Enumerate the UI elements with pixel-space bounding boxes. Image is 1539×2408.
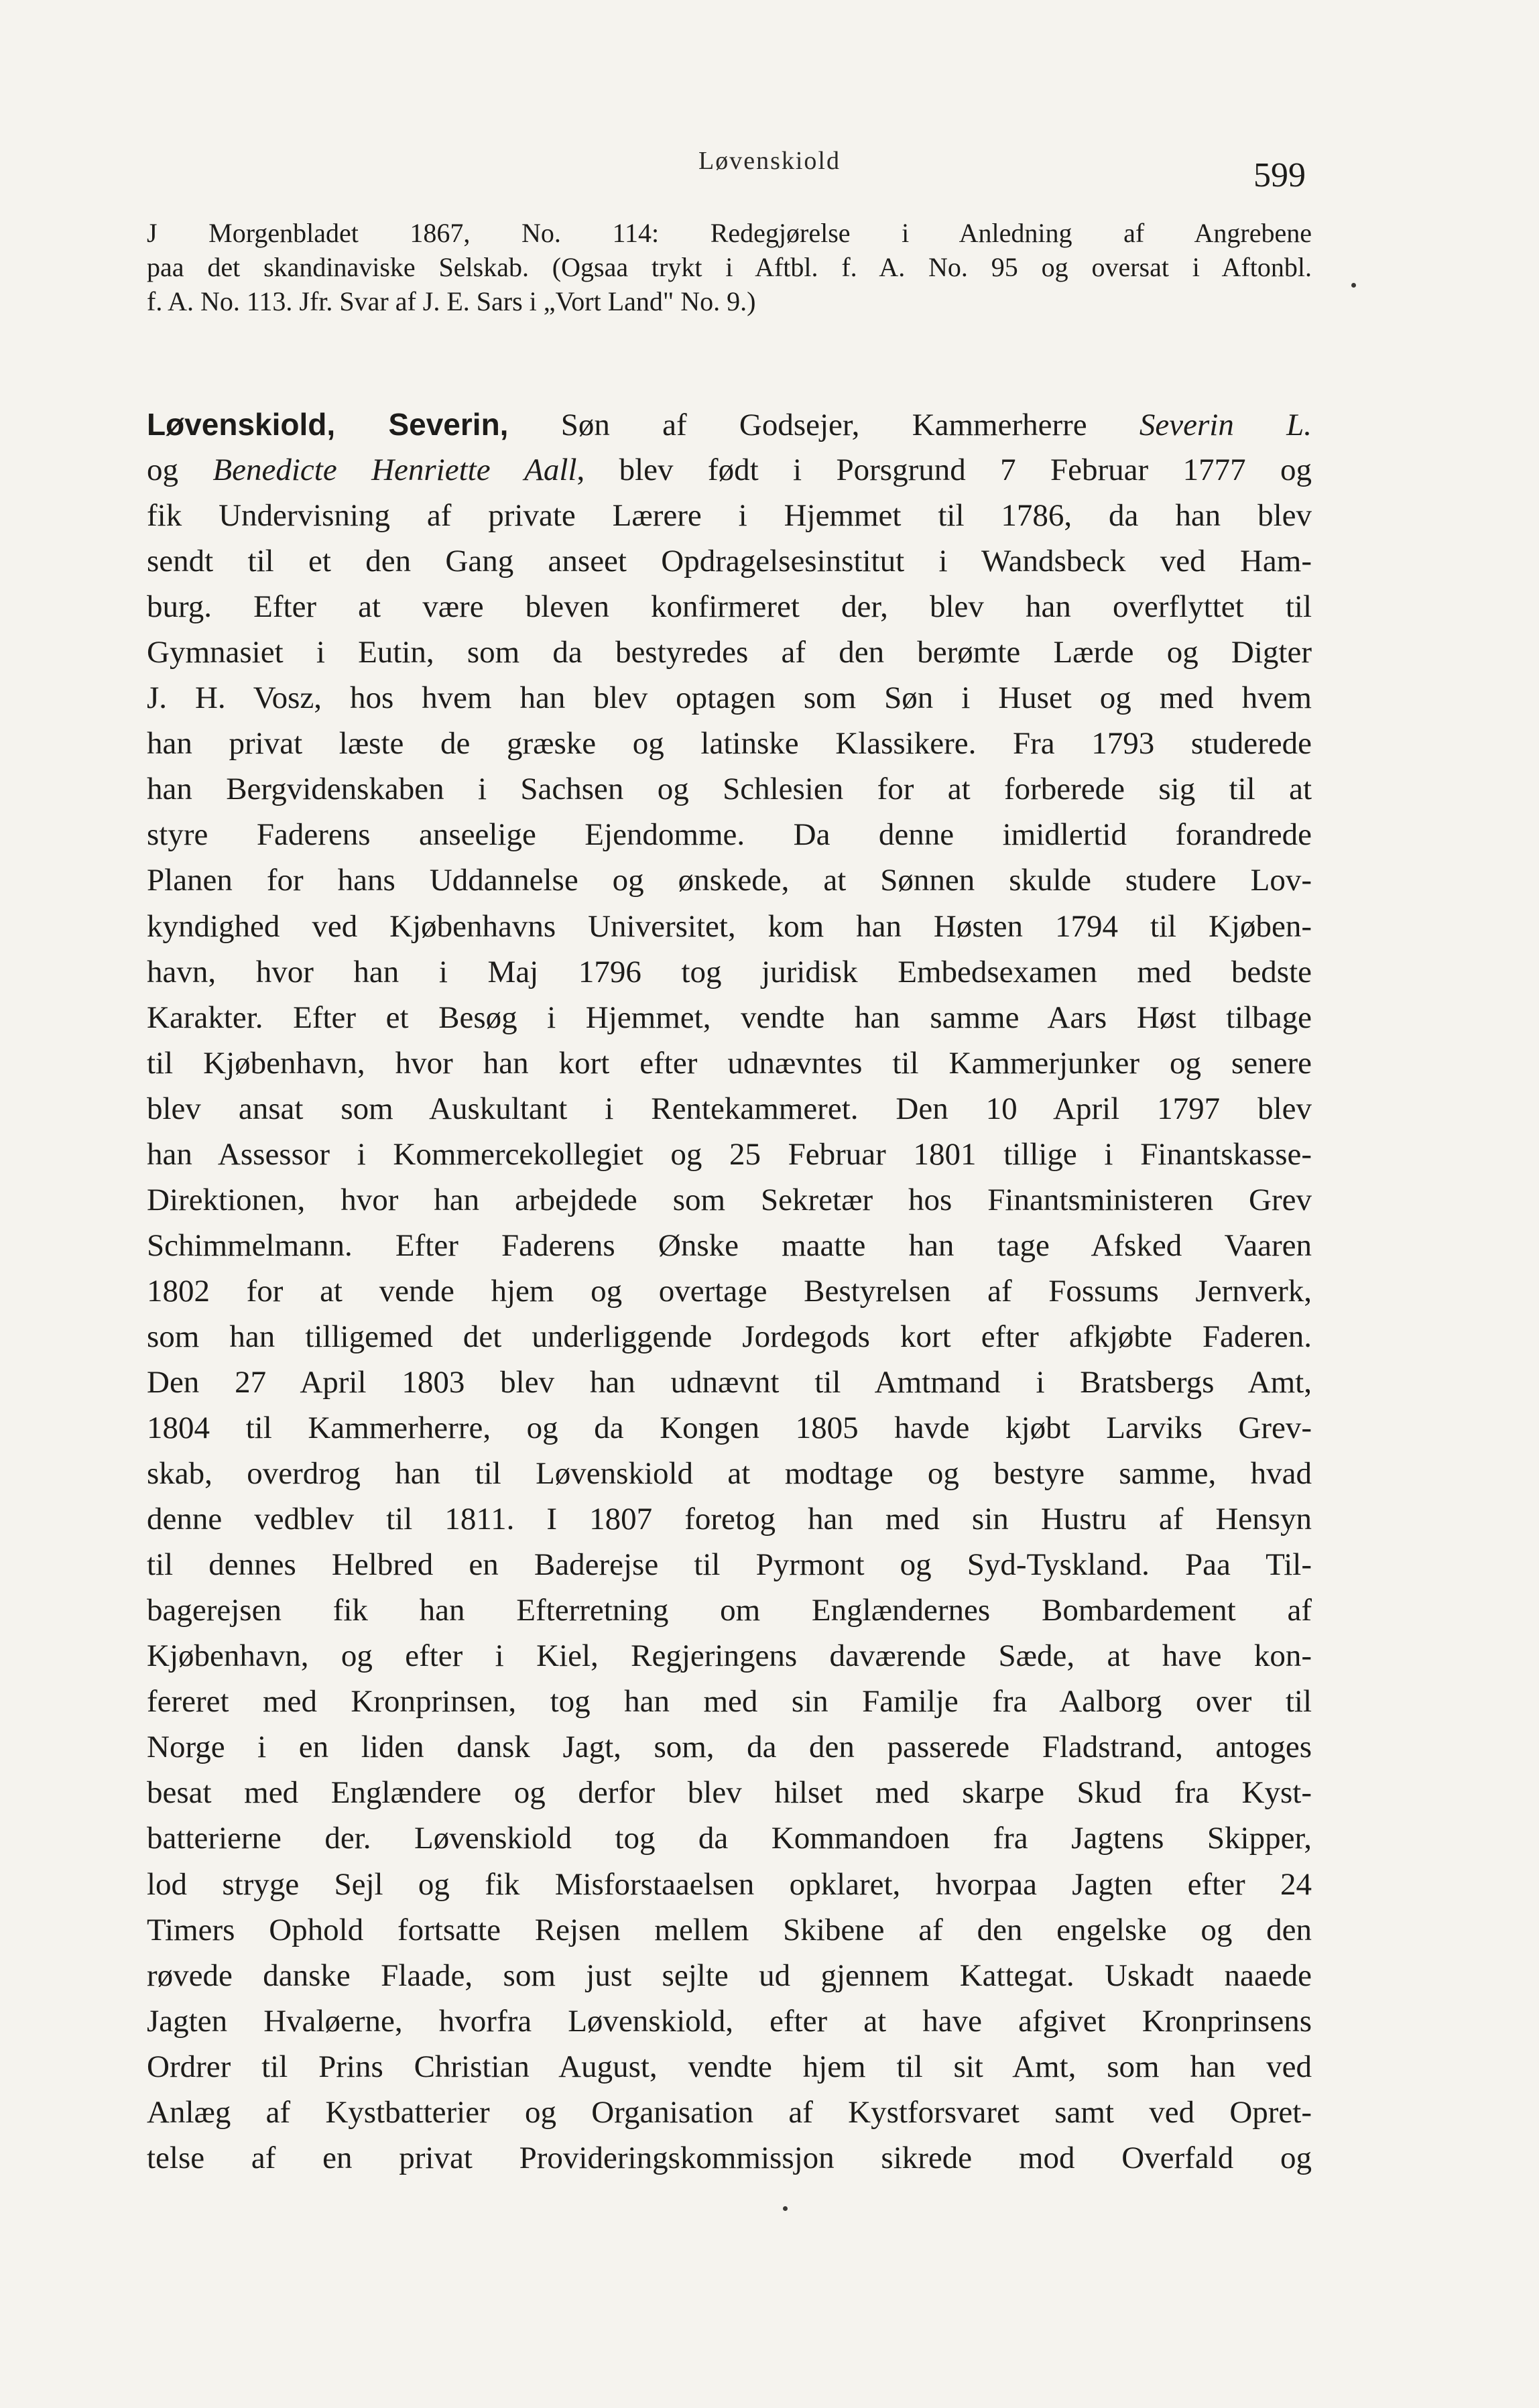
- entry-line: besat med Englændere og derfor blev hilset med skarpe Skud fra Kyst-: [147, 1775, 1312, 1811]
- biography-entry: [147, 402, 1312, 2181]
- entry-text: og: [147, 453, 213, 488]
- entry-line: kyndighed ved Kjøbenhavns Universitet, kom han Høsten 1794 til Kjøben-: [147, 908, 1312, 944]
- entry-line: Direktionen, hvor han arbejdede som Sekretær hos Finantsministeren Grev: [147, 1182, 1312, 1217]
- entry-line: blev ansat som Auskultant i Rentekammeret. Den 10 April 1797 blev: [147, 1091, 1312, 1126]
- reference-note: [147, 216, 1312, 318]
- print-speck: [1351, 283, 1356, 288]
- entry-line: som han tilligemed det underliggende Jordegods kort efter afkjøbte Faderen.: [147, 1319, 1312, 1354]
- entry-line: til Kjøbenhavn, hvor han kort efter udnævntes til Kammerjunker og senere: [147, 1045, 1312, 1081]
- entry-line: Ordrer til Prins Christian August, vendte hjem til sit Amt, som han ved: [147, 2049, 1312, 2084]
- entry-line: denne vedblev til 1811. I 1807 foretog han med sin Hustru af Hensyn: [147, 1502, 1312, 1537]
- reference-line: J Morgenbladet 1867, No. 114: Redegjørelse i Anledning af Angrebene: [147, 218, 1312, 248]
- entry-line: han privat læste de græske og latinske Klassikere. Fra 1793 studerede: [147, 726, 1312, 762]
- entry-heading: Løvenskiold, Severin,: [147, 407, 509, 442]
- entry-line: Norge i en liden dansk Jagt, som, da den passerede Fladstrand, antoges: [147, 1730, 1312, 1765]
- entry-line: lod stryge Sejl og fik Misforstaaelsen opklaret, hvorpaa Jagten efter 24: [147, 1866, 1312, 1902]
- entry-line: 1804 til Kammerherre, og da Kongen 1805 havde kjøbt Larviks Grev-: [147, 1410, 1312, 1446]
- entry-line: han Assessor i Kommercekollegiet og 25 Februar 1801 tillige i Finantskasse-: [147, 1136, 1312, 1172]
- entry-line: sendt til et den Gang anseet Opdragelsesinstitut i Wandsbeck ved Ham-: [147, 544, 1312, 579]
- running-head-title: Løvenskiold: [698, 147, 841, 175]
- reference-line: f. A. No. 113. Jfr. Svar af J. E. Sars i „Vort Land" No. 9.): [147, 286, 756, 316]
- page-number: 599: [1253, 156, 1306, 194]
- entry-line: bagerejsen fik han Efterretning om Englændernes Bombardement af: [147, 1593, 1312, 1628]
- entry-line: fereret med Kronprinsen, tog han med sin Familje fra Aalborg over til: [147, 1684, 1312, 1720]
- entry-line: batterierne der. Løvenskiold tog da Kommandoen fra Jagtens Skipper,: [147, 1821, 1312, 1856]
- entry-line: Gymnasiet i Eutin, som da bestyredes af den berømte Lærde og Digter: [147, 635, 1312, 670]
- entry-line: Karakter. Efter et Besøg i Hjemmet, vendte han samme Aars Høst tilbage: [147, 1000, 1312, 1035]
- entry-line: Schimmelmann. Efter Faderens Ønske maatte han tage Afsked Vaaren: [147, 1227, 1312, 1263]
- entry-line: [147, 447, 1312, 493]
- entry-line: Anlæg af Kystbatterier og Organisation af Kystforsvaret samt ved Opret-: [147, 2094, 1312, 2130]
- father-name: Severin L.: [1139, 408, 1312, 442]
- entry-text: , blev født i Porsgrund 7 Februar 1777 og: [576, 453, 1312, 488]
- entry-line: Jagten Hvaløerne, hvorfra Løvenskiold, efter at have afgivet Kronprinsens: [147, 2003, 1312, 2039]
- entry-line: burg. Efter at være bleven konfirmeret der, blev han overflyttet til: [147, 589, 1312, 625]
- print-speck: [783, 2206, 788, 2211]
- entry-line: fik Undervisning af private Lærere i Hjemmet til 1786, da han blev: [147, 498, 1312, 534]
- entry-heading-line: [147, 402, 1312, 447]
- entry-line: han Bergvidenskaben i Sachsen og Schlesien for at forberede sig til at: [147, 772, 1312, 807]
- entry-line: J. H. Vosz, hos hvem han blev optagen som Søn i Huset og med hvem: [147, 680, 1312, 716]
- entry-line: styre Faderens anseelige Ejendomme. Da denne imidlertid forandrede: [147, 817, 1312, 853]
- entry-text: Søn af Godsejer, Kammerherre: [508, 408, 1140, 442]
- entry-line: til dennes Helbred en Baderejse til Pyrmont og Syd-Tyskland. Paa Til-: [147, 1547, 1312, 1583]
- entry-line: Timers Ophold fortsatte Rejsen mellem Skibene af den engelske og den: [147, 1912, 1312, 1947]
- entry-line: havn, hvor han i Maj 1796 tog juridisk Embedsexamen med bedste: [147, 954, 1312, 989]
- entry-line: røvede danske Flaade, som just sejlte ud gjennem Kattegat. Uskadt naaede: [147, 1958, 1312, 1993]
- entry-line: skab, overdrog han til Løvenskiold at modtage og bestyre samme, hvad: [147, 1456, 1312, 1492]
- entry-line: Planen for hans Uddannelse og ønskede, at Sønnen skulde studere Lov-: [147, 863, 1312, 898]
- entry-line: Kjøbenhavn, og efter i Kiel, Regjeringens daværende Sæde, at have kon-: [147, 1638, 1312, 1674]
- mother-name: Benedicte Henriette Aall: [212, 453, 577, 488]
- entry-line: telse af en privat Provideringskommissjon sikrede mod Overfald og: [147, 2140, 1312, 2175]
- reference-line: paa det skandinaviske Selskab. (Ogsaa trykt i Aftbl. f. A. No. 95 og oversat i Aftonbl.: [147, 252, 1312, 282]
- entry-line: Den 27 April 1803 blev han udnævnt til Amtmand i Bratsbergs Amt,: [147, 1364, 1312, 1400]
- entry-line: 1802 for at vende hjem og overtage Bestyrelsen af Fossums Jernverk,: [147, 1273, 1312, 1309]
